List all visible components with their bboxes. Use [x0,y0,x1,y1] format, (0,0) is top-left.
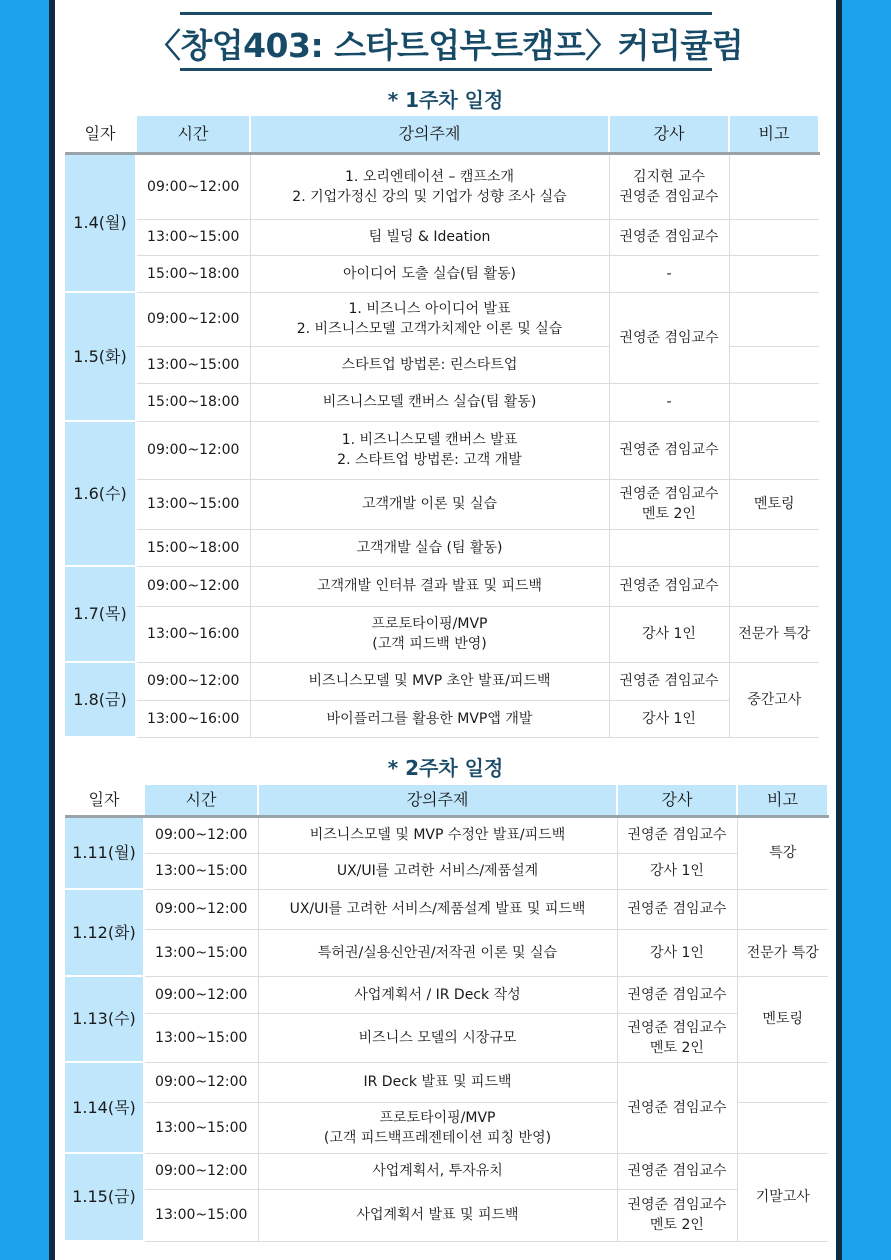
table-row [65,1153,828,1189]
week2-table [65,785,829,1242]
topic-cell: 사업계획서, 투자유치 [258,1153,617,1189]
time-cell: 13:00~15:00 [144,1102,258,1153]
curriculum-sheet [55,0,836,1260]
topic-cell: 사업계획서 / IR Deck 작성 [258,976,617,1013]
date-cell: 1.12(화) [65,889,144,976]
col-header-time: 시간 [144,785,258,816]
note-cell [729,219,819,255]
time-cell: 13:00~15:00 [144,929,258,976]
col-header-note: 비고 [729,116,819,153]
topic-cell: 비즈니스모델 및 MVP 초안 발표/피드백 [250,662,609,700]
note-cell [737,889,828,929]
time-cell: 15:00~18:00 [136,255,250,292]
topic-cell: 1. 비즈니스모델 캔버스 발표 2. 스타트업 방법론: 고객 개발 [250,421,609,479]
date-cell: 1.6(수) [65,421,136,566]
lecturer-cell: 강사 1인 [617,929,737,976]
table-row [65,219,819,255]
time-cell: 09:00~12:00 [136,153,250,219]
date-cell: 1.7(목) [65,566,136,662]
time-cell: 09:00~12:00 [144,816,258,853]
topic-cell: 프로토타이핑/MVP (고객 피드백 반영) [250,606,609,662]
date-cell: 1.5(화) [65,292,136,421]
note-cell [729,292,819,346]
header-row [65,116,819,153]
note-cell [729,153,819,219]
lecturer-cell: 권영준 겸임교수 [617,1153,737,1189]
note-cell [729,383,819,421]
date-cell: 1.13(수) [65,976,144,1062]
note-cell [729,346,819,383]
note-cell: 전문가 특강 [729,606,819,662]
table-row [65,662,819,700]
time-cell: 09:00~12:00 [136,421,250,479]
note-cell [729,421,819,479]
lecturer-cell: 권영준 겸임교수 [609,292,729,383]
lecturer-cell: 권영준 겸임교수 [609,219,729,255]
topic-cell: 프로토타이핑/MVP (고객 피드백프레젠테이션 피칭 반영) [258,1102,617,1153]
lecturer-cell: 권영준 겸임교수 [617,976,737,1013]
note-cell: 기말고사 [737,1153,828,1241]
note-cell: 특강 [737,816,828,889]
topic-cell: 비즈니스모델 캔버스 실습(팀 활동) [250,383,609,421]
time-cell: 13:00~15:00 [136,219,250,255]
lecturer-cell: 강사 1인 [617,853,737,889]
time-cell: 15:00~18:00 [136,529,250,566]
lecturer-cell: 권영준 겸임교수 [609,421,729,479]
table-row [65,700,819,737]
note-cell [729,529,819,566]
lecturer-cell: - [609,255,729,292]
col-header-date: 일자 [65,116,136,153]
topic-cell: 비즈니스 모델의 시장규모 [258,1013,617,1062]
time-cell: 13:00~16:00 [136,700,250,737]
table-row [65,383,819,421]
lecturer-cell: 권영준 겸임교수 [609,662,729,700]
topic-cell: 바이플러그를 활용한 MVP앱 개발 [250,700,609,737]
time-cell: 09:00~12:00 [144,889,258,929]
col-header-lecturer: 강사 [609,116,729,153]
table-row [65,853,828,889]
topic-cell: 1. 오리엔테이션 – 캠프소개 2. 기업가정신 강의 및 기업가 성향 조사 실습 [250,153,609,219]
table-row [65,816,828,853]
table-row [65,889,828,929]
topic-cell: 1. 비즈니스 아이디어 발표 2. 비즈니스모델 고객가치제안 이론 및 실습 [250,292,609,346]
table-row [65,529,819,566]
table-row [65,1189,828,1241]
lecturer-cell [609,529,729,566]
lecturer-cell: 권영준 겸임교수 [609,566,729,606]
topic-cell: 아이디어 도출 실습(팀 활동) [250,255,609,292]
week1-table [65,116,820,738]
table-row [65,292,819,346]
lecturer-cell: 권영준 겸임교수 [617,889,737,929]
note-cell [729,255,819,292]
table-row [65,929,828,976]
topic-cell: 사업계획서 발표 및 피드백 [258,1189,617,1241]
col-header-topic: 강의주제 [250,116,609,153]
time-cell: 13:00~15:00 [144,1189,258,1241]
table-row [65,421,819,479]
topic-cell: 팀 빌딩 & Ideation [250,219,609,255]
note-cell: 멘토링 [737,976,828,1062]
topic-cell: UX/UI를 고려한 서비스/제품설계 [258,853,617,889]
week2-heading: * 2주차 일정 [387,756,504,780]
note-cell [737,1062,828,1102]
col-header-lecturer: 강사 [617,785,737,816]
time-cell: 09:00~12:00 [136,566,250,606]
date-cell: 1.14(목) [65,1062,144,1153]
time-cell: 13:00~16:00 [136,606,250,662]
header-row [65,785,828,816]
lecturer-cell: 강사 1인 [609,700,729,737]
table-row [65,606,819,662]
lecturer-cell: 강사 1인 [609,606,729,662]
topic-cell: 특허권/실용신안권/저작권 이론 및 실습 [258,929,617,976]
topic-cell: 비즈니스모델 및 MVP 수정안 발표/피드백 [258,816,617,853]
col-header-note: 비고 [737,785,828,816]
lecturer-cell: 권영준 겸임교수 멘토 2인 [617,1189,737,1241]
topic-cell: UX/UI를 고려한 서비스/제품설계 발표 및 피드백 [258,889,617,929]
date-cell: 1.8(금) [65,662,136,737]
lecturer-cell: - [609,383,729,421]
time-cell: 09:00~12:00 [144,1153,258,1189]
col-header-date: 일자 [65,785,144,816]
table-row [65,255,819,292]
note-cell: 중간고사 [729,662,819,737]
time-cell: 09:00~12:00 [144,976,258,1013]
topic-cell: 고객개발 인터뷰 결과 발표 및 피드백 [250,566,609,606]
note-cell: 멘토링 [729,479,819,529]
time-cell: 13:00~15:00 [136,346,250,383]
table-row [65,1062,828,1102]
right-border [836,0,842,1260]
time-cell: 09:00~12:00 [144,1062,258,1102]
time-cell: 13:00~15:00 [144,1013,258,1062]
time-cell: 13:00~15:00 [144,853,258,889]
time-cell: 15:00~18:00 [136,383,250,421]
title-block [55,0,836,74]
date-cell: 1.4(월) [65,153,136,292]
topic-cell: 스타트업 방법론: 린스타트업 [250,346,609,383]
note-cell [729,566,819,606]
table-row [65,153,819,219]
time-cell: 09:00~12:00 [136,292,250,346]
note-cell [737,1102,828,1153]
lecturer-cell: 권영준 겸임교수 멘토 2인 [609,479,729,529]
table-row [65,566,819,606]
page-title: 〈창업403: 스타트업부트캠프〉커리큘럼 [147,26,744,65]
lecturer-cell: 권영준 겸임교수 멘토 2인 [617,1013,737,1062]
table-row [65,976,828,1013]
lecturer-cell: 권영준 겸임교수 [617,816,737,853]
table-row [65,1013,828,1062]
title-rule-bottom [180,68,712,71]
time-cell: 09:00~12:00 [136,662,250,700]
time-cell: 13:00~15:00 [136,479,250,529]
topic-cell: IR Deck 발표 및 피드백 [258,1062,617,1102]
date-cell: 1.15(금) [65,1153,144,1241]
topic-cell: 고객개발 실습 (팀 활동) [250,529,609,566]
date-cell: 1.11(월) [65,816,144,889]
topic-cell: 고객개발 이론 및 실습 [250,479,609,529]
col-header-time: 시간 [136,116,250,153]
table-row [65,479,819,529]
lecturer-cell: 김지현 교수 권영준 겸임교수 [609,153,729,219]
col-header-topic: 강의주제 [258,785,617,816]
week1-heading: * 1주차 일정 [387,88,504,112]
lecturer-cell: 권영준 겸임교수 [617,1062,737,1153]
note-cell: 전문가 특강 [737,929,828,976]
title-rule-top [180,12,712,15]
